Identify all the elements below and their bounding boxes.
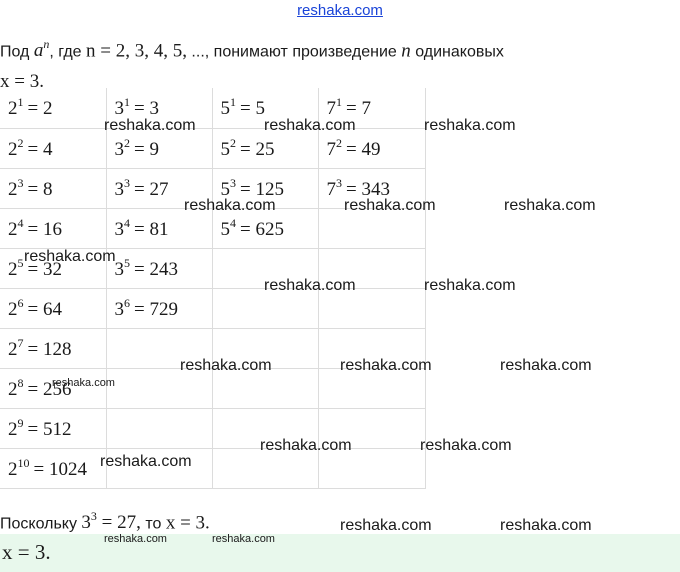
intro-text: ...,: [186, 43, 214, 61]
table-cell: $2^3 = 8$: [0, 168, 106, 208]
table-cell: $2^6 = 64$: [0, 288, 106, 328]
table-cell: [106, 408, 212, 448]
watermark: reshaka.com: [264, 277, 356, 294]
table-cell: $3^1 = 3$: [106, 88, 212, 128]
watermark: reshaka.com: [52, 377, 115, 389]
power-expression: $a^n$: [33, 37, 50, 62]
watermark: reshaka.com: [424, 277, 516, 294]
watermark: reshaka.com: [104, 533, 167, 545]
watermark: reshaka.com: [260, 437, 352, 454]
table-cell: $3^5 = 243$: [106, 248, 212, 288]
table-cell: $7^2 = 49$: [318, 128, 425, 168]
conclusion-text: то: [140, 515, 166, 533]
table-row: [0, 408, 425, 448]
watermark: reshaka.com: [344, 197, 436, 214]
watermark: reshaka.com: [500, 357, 592, 374]
watermark: reshaka.com: [340, 357, 432, 374]
n-values: n = 2, 3, 4, 5,: [86, 40, 187, 62]
table-cell: $2^9 = 512$: [0, 408, 106, 448]
answer-text: x = 3.: [2, 540, 51, 564]
intro-line-2: x = 3.: [0, 71, 44, 93]
table-cell: $3^3 = 27$: [106, 168, 212, 208]
table-cell: $2^2 = 4$: [0, 128, 106, 168]
table-cell: $5^3 = 125$: [212, 168, 318, 208]
watermark: reshaka.com: [180, 357, 272, 374]
conclusion-text: Поскольку: [0, 515, 82, 533]
table-cell: $2^{10} = 1024$: [0, 448, 106, 488]
watermark: reshaka.com: [100, 453, 192, 470]
table-row: [0, 88, 425, 128]
table-cell: $7^1 = 7$: [318, 88, 425, 128]
watermark: reshaka.com: [340, 517, 432, 534]
table-cell: $3^6 = 729$: [106, 288, 212, 328]
watermark: reshaka.com: [212, 533, 275, 545]
table-row: [0, 288, 425, 328]
table-cell: $2^5 = 32$: [0, 248, 106, 288]
table-row: [0, 448, 425, 488]
watermark: reshaka.com: [500, 517, 592, 534]
table-cell: $3^2 = 9$: [106, 128, 212, 168]
n-variable: n: [401, 40, 411, 62]
watermark: reshaka.com: [104, 117, 196, 134]
watermark: reshaka.com: [504, 197, 596, 214]
answer-box: [0, 534, 680, 572]
table-cell: $5^2 = 25$: [212, 128, 318, 168]
conclusion-power: $3^3 = 27$,: [81, 509, 141, 534]
table-cell: $5^1 = 5$: [212, 88, 318, 128]
watermark: reshaka.com: [184, 197, 276, 214]
intro-text: одинаковых: [410, 43, 504, 61]
table-cell: $2^7 = 128$: [0, 328, 106, 368]
site-link[interactable]: reshaka.com: [297, 2, 383, 19]
table-row: [0, 128, 425, 168]
watermark: reshaka.com: [264, 117, 356, 134]
powers-table: [0, 88, 426, 489]
conclusion-result: x = 3.: [165, 512, 210, 534]
table-cell: $5^4 = 625$: [212, 208, 318, 248]
intro-text: понимают произведение: [213, 43, 402, 61]
intro-line-1: [0, 30, 680, 67]
watermark: reshaka.com: [420, 437, 512, 454]
table-cell: $2^1 = 2$: [0, 88, 106, 128]
intro-text: , где: [49, 43, 87, 61]
table-cell: $2^4 = 16$: [0, 208, 106, 248]
table-cell: $7^3 = 343$: [318, 168, 425, 208]
watermark: reshaka.com: [24, 248, 116, 265]
intro-text: Под: [0, 43, 34, 61]
watermark: reshaka.com: [424, 117, 516, 134]
table-cell: $2^8 = 256$: [0, 368, 106, 408]
table-cell: $3^4 = 81$: [106, 208, 212, 248]
